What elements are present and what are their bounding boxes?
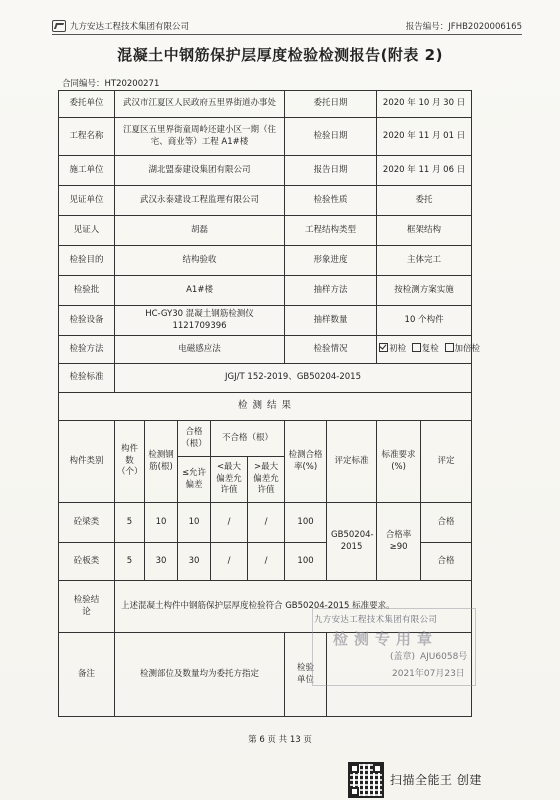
info-value-2: 委托 — [377, 186, 472, 216]
info-value: 结构验收 — [115, 246, 285, 276]
method-row — [59, 336, 472, 364]
scanner-watermark: 扫描全能王 创建 — [390, 773, 482, 787]
result-below-max: / — [211, 543, 248, 581]
result-count: 5 — [115, 543, 145, 581]
result-rate: 100 — [285, 503, 327, 543]
inspection-unit-label: 检验单位 — [285, 633, 327, 717]
report-title: 混凝土中钢筋保护层厚度检验检测报告(附表 2) — [117, 46, 443, 64]
info-label-2: 检验性质 — [285, 186, 377, 216]
info-label: 见证人 — [59, 216, 115, 246]
info-value-2: 2020 年 10 月 30 日 — [377, 91, 472, 118]
remarks-label: 备注 — [59, 633, 115, 717]
result-evaluation: 合格 — [421, 503, 472, 543]
info-label: 检验目的 — [59, 246, 115, 276]
col-header-bars: 检测钢筋(根) — [145, 421, 178, 503]
result-bars: 10 — [145, 503, 178, 543]
col-header-above-max: >最大偏差允许值 — [248, 457, 285, 503]
info-label-2: 报告日期 — [285, 156, 377, 186]
result-below-max: / — [211, 503, 248, 543]
info-value-2: 10 个构件 — [377, 306, 472, 336]
company-logo-icon — [52, 20, 66, 32]
conclusion-text: 上述混凝土构件中钢筋保护层厚度检验符合 GB50204-2015 标准要求。 — [115, 581, 472, 633]
result-count: 5 — [115, 503, 145, 543]
info-value: 武汉永泰建设工程监理有限公司 — [115, 186, 285, 216]
result-above-max: / — [248, 503, 285, 543]
info-label-2: 抽样数量 — [285, 306, 377, 336]
results-section-title: 检 测 结 果 — [59, 393, 472, 421]
info-label: 检验设备 — [59, 306, 115, 336]
remarks-text: 检测部位及数量均为委托方指定 — [115, 633, 285, 717]
result-bars: 30 — [145, 543, 178, 581]
report-number: 报告编号：JFHB2020006165 — [405, 22, 522, 32]
seal-cert-number: AJU6058号 — [420, 652, 468, 662]
inspection-status-label: 检验情况 — [285, 336, 377, 364]
info-row — [59, 91, 472, 118]
info-row — [59, 246, 472, 276]
method-value: 电磁感应法 — [115, 336, 285, 364]
info-row — [59, 216, 472, 246]
info-value: A1#楼 — [115, 276, 285, 306]
page-header — [52, 18, 522, 35]
remarks-row — [59, 633, 472, 717]
info-value-2: 框架结构 — [377, 216, 472, 246]
inspection-status-options — [377, 336, 481, 364]
info-row — [59, 186, 472, 216]
info-value-2: 按检测方案实施 — [377, 276, 472, 306]
info-value: 胡磊 — [115, 216, 285, 246]
contract-number: 合同编号：HT20200271 — [62, 79, 160, 89]
info-row — [59, 306, 472, 336]
seal-note: (盖章) — [390, 652, 416, 662]
result-requirement: 合格率≥90 — [377, 503, 421, 581]
result-qualified: 30 — [178, 543, 211, 581]
info-value-2: 2020 年 11 月 01 日 — [377, 118, 472, 156]
info-label: 施工单位 — [59, 156, 115, 186]
info-label-2: 委托日期 — [285, 91, 377, 118]
info-label-2: 检验日期 — [285, 118, 377, 156]
col-header-count: 构件数（个） — [115, 421, 145, 503]
result-row — [59, 503, 472, 543]
result-standard: GB50204-2015 — [327, 503, 377, 581]
qr-code-icon — [348, 762, 384, 798]
seal-date: 2021年07月23日 — [392, 669, 465, 679]
info-value: 湖北盟泰建设集团有限公司 — [115, 156, 285, 186]
info-label: 委托单位 — [59, 91, 115, 118]
info-value: 江夏区五里界街童周岭还建小区一期（住宅、商业等）工程 A1#楼 — [115, 118, 285, 156]
info-row — [59, 156, 472, 186]
initial-check-label: 初检 — [389, 344, 407, 355]
info-label-2: 形象进度 — [285, 246, 377, 276]
result-evaluation: 合格 — [421, 543, 472, 581]
seal-title: 检测专用章 — [333, 630, 439, 648]
double-check-checkbox — [445, 343, 454, 352]
info-row — [59, 118, 472, 156]
result-type: 砼梁类 — [59, 503, 115, 543]
info-label: 见证单位 — [59, 186, 115, 216]
result-rate: 100 — [285, 543, 327, 581]
result-qualified: 10 — [178, 503, 211, 543]
standard-label: 检验标准 — [59, 364, 115, 393]
results-title-row — [59, 393, 472, 421]
page-number: 第 6 页 共 13 页 — [248, 735, 312, 745]
double-check-label: 加倍检 — [454, 344, 481, 355]
inspection-unit-cell — [327, 633, 472, 717]
recheck-label: 复检 — [421, 344, 439, 355]
method-label: 检验方法 — [59, 336, 115, 364]
results-header-row — [59, 421, 472, 457]
col-header-requirement: 标准要求(%) — [377, 421, 421, 503]
info-value: 武汉市江夏区人民政府五里界街道办事处 — [115, 91, 285, 118]
col-header-qualified: 合格（根） — [178, 421, 211, 457]
info-value: HC-GY30 混凝土钢筋检测仪 1121709396 — [115, 306, 285, 336]
info-label-2: 工程结构类型 — [285, 216, 377, 246]
col-header-evaluation: 评定 — [421, 421, 472, 503]
col-header-rate: 检测合格率(%) — [285, 421, 327, 503]
col-header-standard: 评定标准 — [327, 421, 377, 503]
info-label: 检验批 — [59, 276, 115, 306]
info-value-2: 2020 年 11 月 06 日 — [377, 156, 472, 186]
col-header-below-max: <最大偏差允许值 — [211, 457, 248, 503]
conclusion-label: 检验结论 — [59, 581, 115, 633]
info-value-2: 主体完工 — [377, 246, 472, 276]
initial-check-checkbox — [379, 343, 388, 352]
col-header-unqualified: 不合格（根） — [211, 421, 285, 457]
col-header-within-tolerance: ≤允许偏差 — [178, 457, 211, 503]
report-table — [58, 90, 481, 717]
result-above-max: / — [248, 543, 285, 581]
info-row — [59, 276, 472, 306]
header-company: 九方安达工程技术集团有限公司 — [70, 22, 190, 32]
info-label-2: 抽样方法 — [285, 276, 377, 306]
header-company-block — [52, 20, 189, 32]
standard-row — [59, 364, 472, 393]
result-type: 砼板类 — [59, 543, 115, 581]
col-header-type: 构件类别 — [59, 421, 115, 503]
info-label: 工程名称 — [59, 118, 115, 156]
recheck-checkbox — [412, 343, 421, 352]
standard-value: JGJ/T 152-2019、GB50204-2015 — [115, 364, 472, 393]
seal-company: 九方安达工程技术集团有限公司 — [314, 615, 438, 625]
conclusion-row — [59, 581, 472, 633]
